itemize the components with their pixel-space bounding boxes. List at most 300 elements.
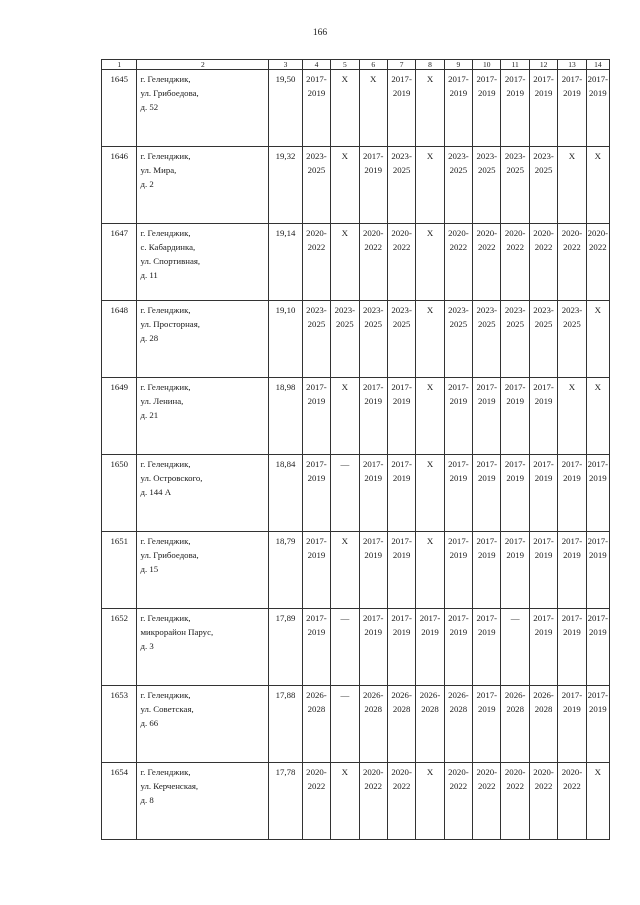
row-number: 1652 bbox=[102, 609, 137, 686]
address-line: г. Геленджик, bbox=[140, 767, 191, 777]
period-line: 2023- bbox=[391, 305, 412, 315]
period-line: 2020- bbox=[448, 228, 469, 238]
period-line: 2025 bbox=[534, 165, 553, 175]
period-cell bbox=[444, 686, 472, 763]
period-line: 2019 bbox=[589, 704, 607, 714]
period-line: 2023- bbox=[533, 305, 554, 315]
area-cell: 17,89 bbox=[269, 609, 302, 686]
period-line: 2017- bbox=[448, 382, 469, 392]
address-line: ул. Островского, bbox=[140, 473, 203, 483]
period-line: 2017- bbox=[476, 459, 498, 469]
period-cell bbox=[558, 378, 586, 455]
period-line: X bbox=[568, 382, 576, 392]
period-line: X bbox=[370, 74, 377, 84]
period-cell bbox=[558, 147, 586, 224]
period-line: 2020- bbox=[533, 767, 554, 777]
data-table bbox=[101, 59, 610, 840]
period-line: 2019 bbox=[563, 88, 581, 98]
area-cell: 19,32 bbox=[269, 147, 302, 224]
column-header: 3 bbox=[269, 60, 302, 70]
period-line: 2020- bbox=[587, 228, 609, 238]
period-cell bbox=[473, 378, 501, 455]
period-line: 2019 bbox=[534, 550, 553, 560]
period-line: 2023- bbox=[448, 305, 469, 315]
period-line: 2019 bbox=[449, 627, 468, 637]
period-line: 2017- bbox=[476, 690, 498, 700]
period-cell bbox=[302, 147, 330, 224]
period-cell bbox=[444, 532, 472, 609]
period-cell bbox=[387, 609, 415, 686]
row-number: 1647 bbox=[102, 224, 137, 301]
period-line: 2017- bbox=[504, 459, 526, 469]
address-cell bbox=[137, 763, 269, 840]
period-cell bbox=[473, 301, 501, 378]
period-cell bbox=[529, 532, 557, 609]
period-line: 2020- bbox=[561, 228, 583, 238]
row-number: 1653 bbox=[102, 686, 137, 763]
period-cell bbox=[387, 147, 415, 224]
address-line: д. 3 bbox=[140, 641, 154, 651]
period-line: 2017- bbox=[306, 613, 327, 623]
period-cell bbox=[387, 301, 415, 378]
period-line: 2017- bbox=[587, 613, 609, 623]
period-line: 2022 bbox=[506, 781, 524, 791]
address-line: ул. Советская, bbox=[140, 704, 194, 714]
period-cell bbox=[586, 147, 609, 224]
period-line: 2022 bbox=[307, 781, 326, 791]
address-cell bbox=[137, 70, 269, 147]
area-cell: 18,98 bbox=[269, 378, 302, 455]
period-line: 2026- bbox=[504, 690, 526, 700]
period-cell bbox=[387, 455, 415, 532]
period-line: 2025 bbox=[449, 319, 468, 329]
period-line: 2019 bbox=[506, 473, 524, 483]
period-line: X bbox=[426, 151, 434, 161]
period-line: — bbox=[510, 613, 520, 623]
period-cell bbox=[359, 147, 387, 224]
period-cell bbox=[359, 609, 387, 686]
period-line: 2019 bbox=[477, 550, 496, 560]
period-line: 2023- bbox=[334, 305, 356, 315]
period-line: X bbox=[426, 459, 434, 469]
period-line: 2028 bbox=[421, 704, 439, 714]
period-line: X bbox=[594, 767, 601, 777]
period-line: 2017- bbox=[476, 382, 498, 392]
address-cell bbox=[137, 378, 269, 455]
address-line: ул. Мира, bbox=[140, 165, 177, 175]
period-cell bbox=[473, 455, 501, 532]
period-line: 2026- bbox=[362, 690, 384, 700]
period-line: 2025 bbox=[449, 165, 468, 175]
period-line: 2019 bbox=[449, 550, 468, 560]
period-line: 2022 bbox=[364, 242, 383, 252]
column-header: 8 bbox=[416, 60, 444, 70]
period-line: 2025 bbox=[364, 319, 383, 329]
period-cell bbox=[359, 224, 387, 301]
period-cell bbox=[331, 763, 359, 840]
period-line: 2017- bbox=[448, 74, 469, 84]
address-line: г. Геленджик, bbox=[140, 305, 191, 315]
period-line: 2019 bbox=[477, 88, 496, 98]
period-line: 2025 bbox=[392, 165, 411, 175]
period-cell bbox=[302, 70, 330, 147]
column-header: 6 bbox=[359, 60, 387, 70]
period-line: 2019 bbox=[506, 550, 524, 560]
period-line: 2017- bbox=[306, 382, 327, 392]
period-line: 2019 bbox=[563, 550, 581, 560]
period-line: 2025 bbox=[534, 319, 553, 329]
period-line: 2025 bbox=[392, 319, 411, 329]
period-cell bbox=[586, 378, 609, 455]
period-cell bbox=[529, 378, 557, 455]
address-line: ул. Ленина, bbox=[140, 396, 184, 406]
period-line: 2017- bbox=[561, 690, 583, 700]
address-line: микрорайон Парус, bbox=[140, 627, 214, 637]
header-row bbox=[102, 60, 610, 70]
area-cell: 19,14 bbox=[269, 224, 302, 301]
period-cell bbox=[558, 763, 586, 840]
period-line: 2019 bbox=[534, 627, 553, 637]
period-line: 2020- bbox=[504, 228, 526, 238]
period-line: X bbox=[426, 536, 434, 546]
period-cell bbox=[501, 455, 529, 532]
period-line: 2023- bbox=[306, 151, 327, 161]
period-cell bbox=[529, 686, 557, 763]
period-line: 2017- bbox=[561, 459, 583, 469]
period-line: 2019 bbox=[307, 550, 326, 560]
period-line: 2023- bbox=[504, 305, 526, 315]
period-line: X bbox=[341, 74, 349, 84]
row-number: 1648 bbox=[102, 301, 137, 378]
period-line: 2028 bbox=[449, 704, 468, 714]
period-line: 2019 bbox=[392, 550, 411, 560]
period-line: 2019 bbox=[449, 396, 468, 406]
period-cell bbox=[444, 70, 472, 147]
period-line: 2020- bbox=[561, 767, 583, 777]
period-line: 2019 bbox=[589, 627, 607, 637]
period-line: 2019 bbox=[477, 704, 496, 714]
period-line: 2019 bbox=[534, 88, 553, 98]
address-cell bbox=[137, 532, 269, 609]
period-line: 2028 bbox=[534, 704, 553, 714]
area-cell: 18,84 bbox=[269, 455, 302, 532]
period-line: 2028 bbox=[392, 704, 411, 714]
period-cell bbox=[529, 70, 557, 147]
period-line: 2023- bbox=[306, 305, 327, 315]
period-line: 2019 bbox=[392, 88, 411, 98]
address-line: г. Геленджик, bbox=[140, 228, 191, 238]
period-cell bbox=[387, 686, 415, 763]
period-line: 2026- bbox=[306, 690, 327, 700]
period-line: X bbox=[426, 382, 434, 392]
period-line: X bbox=[341, 382, 349, 392]
period-cell bbox=[501, 686, 529, 763]
address-line: д. 8 bbox=[140, 795, 154, 805]
period-cell bbox=[331, 70, 359, 147]
period-cell bbox=[586, 609, 609, 686]
period-cell bbox=[558, 609, 586, 686]
period-cell bbox=[501, 224, 529, 301]
period-line: 2026- bbox=[419, 690, 441, 700]
period-line: 2017- bbox=[306, 459, 327, 469]
address-line: ул. Просторная, bbox=[140, 319, 200, 329]
period-cell bbox=[473, 532, 501, 609]
period-line: 2017- bbox=[362, 613, 384, 623]
period-line: X bbox=[594, 151, 601, 161]
period-line: 2020- bbox=[362, 767, 384, 777]
period-line: 2025 bbox=[506, 165, 524, 175]
period-line: 2019 bbox=[307, 473, 326, 483]
period-cell bbox=[331, 147, 359, 224]
address-cell bbox=[137, 455, 269, 532]
period-line: 2017- bbox=[504, 382, 526, 392]
period-line: 2017- bbox=[448, 459, 469, 469]
period-cell bbox=[416, 301, 444, 378]
address-line: д. 21 bbox=[140, 410, 159, 420]
period-cell bbox=[387, 224, 415, 301]
period-cell bbox=[586, 301, 609, 378]
period-line: 2020- bbox=[306, 228, 327, 238]
period-cell bbox=[331, 686, 359, 763]
period-cell bbox=[586, 686, 609, 763]
period-cell bbox=[444, 147, 472, 224]
period-line: 2019 bbox=[449, 473, 468, 483]
period-line: 2020- bbox=[448, 767, 469, 777]
period-line: X bbox=[426, 767, 434, 777]
period-cell bbox=[473, 224, 501, 301]
period-line: 2017- bbox=[448, 536, 469, 546]
table-row bbox=[102, 686, 610, 763]
period-cell bbox=[302, 609, 330, 686]
period-cell bbox=[501, 301, 529, 378]
period-line: 2017- bbox=[533, 382, 554, 392]
period-line: 2019 bbox=[589, 88, 607, 98]
period-cell bbox=[331, 301, 359, 378]
address-line: г. Геленджик, bbox=[140, 536, 191, 546]
period-line: 2017- bbox=[362, 151, 384, 161]
period-cell bbox=[416, 224, 444, 301]
period-line: 2023- bbox=[362, 305, 384, 315]
period-cell bbox=[359, 378, 387, 455]
address-line: ул. Грибоедова, bbox=[140, 88, 199, 98]
period-cell bbox=[416, 763, 444, 840]
period-cell bbox=[331, 378, 359, 455]
period-cell bbox=[501, 532, 529, 609]
period-cell bbox=[302, 532, 330, 609]
period-line: X bbox=[568, 151, 576, 161]
period-cell bbox=[473, 70, 501, 147]
column-header: 2 bbox=[137, 60, 269, 70]
period-line: 2028 bbox=[307, 704, 326, 714]
address-line: д. 66 bbox=[140, 718, 159, 728]
address-line: г. Геленджик, bbox=[140, 151, 191, 161]
period-line: 2017- bbox=[306, 536, 327, 546]
address-line: с. Кабардинка, bbox=[140, 242, 196, 252]
period-cell bbox=[473, 147, 501, 224]
period-cell bbox=[501, 763, 529, 840]
period-line: 2025 bbox=[506, 319, 524, 329]
row-number: 1649 bbox=[102, 378, 137, 455]
period-cell bbox=[302, 763, 330, 840]
period-cell bbox=[387, 378, 415, 455]
period-cell bbox=[387, 532, 415, 609]
area-cell: 17,78 bbox=[269, 763, 302, 840]
period-line: 2017- bbox=[391, 74, 412, 84]
period-line: 2017- bbox=[533, 613, 554, 623]
row-number: 1645 bbox=[102, 70, 137, 147]
period-line: X bbox=[341, 228, 349, 238]
period-cell bbox=[359, 301, 387, 378]
column-header: 11 bbox=[501, 60, 529, 70]
address-line: д. 28 bbox=[140, 333, 159, 343]
period-line: 2017- bbox=[476, 536, 498, 546]
period-cell bbox=[302, 224, 330, 301]
period-cell bbox=[302, 301, 330, 378]
table-row bbox=[102, 455, 610, 532]
period-line: 2020- bbox=[391, 228, 412, 238]
period-line: 2019 bbox=[364, 473, 383, 483]
period-cell bbox=[444, 455, 472, 532]
period-cell bbox=[473, 686, 501, 763]
period-line: 2019 bbox=[421, 627, 439, 637]
period-line: 2017- bbox=[504, 74, 526, 84]
period-line: 2017- bbox=[587, 690, 609, 700]
period-line: 2017- bbox=[391, 459, 412, 469]
period-line: 2017- bbox=[306, 74, 327, 84]
period-line: 2022 bbox=[477, 242, 496, 252]
period-cell bbox=[501, 70, 529, 147]
period-line: 2020- bbox=[391, 767, 412, 777]
period-cell bbox=[387, 763, 415, 840]
column-header: 7 bbox=[387, 60, 415, 70]
period-line: 2019 bbox=[477, 473, 496, 483]
address-line: д. 15 bbox=[140, 564, 159, 574]
period-line: 2019 bbox=[392, 396, 411, 406]
period-cell bbox=[387, 70, 415, 147]
period-line: 2019 bbox=[307, 88, 326, 98]
period-cell bbox=[416, 609, 444, 686]
period-cell bbox=[529, 224, 557, 301]
period-line: X bbox=[341, 151, 349, 161]
table-row bbox=[102, 224, 610, 301]
period-cell bbox=[529, 609, 557, 686]
period-line: 2019 bbox=[364, 550, 383, 560]
period-line: 2022 bbox=[563, 781, 581, 791]
period-cell bbox=[558, 224, 586, 301]
address-line: г. Геленджик, bbox=[140, 459, 191, 469]
period-cell bbox=[558, 686, 586, 763]
period-cell bbox=[331, 532, 359, 609]
period-cell bbox=[501, 147, 529, 224]
period-line: 2019 bbox=[563, 473, 581, 483]
period-line: — bbox=[340, 459, 350, 469]
period-line: 2022 bbox=[307, 242, 326, 252]
period-line: 2019 bbox=[589, 550, 607, 560]
period-line: — bbox=[340, 690, 350, 700]
period-line: 2025 bbox=[563, 319, 581, 329]
period-line: 2023- bbox=[476, 151, 498, 161]
period-line: 2020- bbox=[306, 767, 327, 777]
period-cell bbox=[302, 686, 330, 763]
period-line: 2017- bbox=[362, 459, 384, 469]
period-cell bbox=[416, 686, 444, 763]
period-line: 2023- bbox=[448, 151, 469, 161]
table-row bbox=[102, 763, 610, 840]
period-line: 2022 bbox=[392, 242, 411, 252]
address-line: г. Геленджик, bbox=[140, 613, 191, 623]
period-line: 2022 bbox=[534, 242, 553, 252]
period-line: X bbox=[426, 305, 434, 315]
period-cell bbox=[359, 763, 387, 840]
column-header: 5 bbox=[331, 60, 359, 70]
period-line: 2026- bbox=[448, 690, 469, 700]
period-line: 2019 bbox=[392, 627, 411, 637]
period-line: 2025 bbox=[307, 165, 326, 175]
period-cell bbox=[558, 301, 586, 378]
period-cell bbox=[302, 378, 330, 455]
period-line: 2023- bbox=[561, 305, 583, 315]
table-row bbox=[102, 378, 610, 455]
table-row bbox=[102, 147, 610, 224]
period-line: 2022 bbox=[392, 781, 411, 791]
period-line: 2017- bbox=[533, 459, 554, 469]
period-cell bbox=[444, 301, 472, 378]
column-header: 1 bbox=[102, 60, 137, 70]
period-line: 2022 bbox=[449, 242, 468, 252]
period-line: 2017- bbox=[419, 613, 441, 623]
period-line: X bbox=[426, 228, 434, 238]
period-line: 2019 bbox=[364, 627, 383, 637]
period-line: 2022 bbox=[563, 242, 581, 252]
period-line: 2019 bbox=[506, 88, 524, 98]
period-line: 2017- bbox=[561, 613, 583, 623]
period-cell bbox=[416, 147, 444, 224]
period-line: 2025 bbox=[477, 165, 496, 175]
period-cell bbox=[302, 455, 330, 532]
period-line: 2023- bbox=[391, 151, 412, 161]
period-line: X bbox=[341, 767, 349, 777]
period-line: 2020- bbox=[476, 767, 498, 777]
period-cell bbox=[444, 224, 472, 301]
period-line: 2017- bbox=[391, 536, 412, 546]
address-line: д. 52 bbox=[140, 102, 159, 112]
period-line: 2025 bbox=[336, 319, 354, 329]
area-cell: 17,88 bbox=[269, 686, 302, 763]
period-line: X bbox=[594, 382, 601, 392]
row-number: 1646 bbox=[102, 147, 137, 224]
period-cell bbox=[359, 455, 387, 532]
period-cell bbox=[501, 378, 529, 455]
table-row bbox=[102, 532, 610, 609]
period-cell bbox=[558, 70, 586, 147]
period-line: 2026- bbox=[391, 690, 412, 700]
period-line: 2019 bbox=[449, 88, 468, 98]
period-line: 2017- bbox=[391, 382, 412, 392]
period-line: 2017- bbox=[587, 74, 609, 84]
period-cell bbox=[529, 147, 557, 224]
row-number: 1654 bbox=[102, 763, 137, 840]
period-cell bbox=[331, 455, 359, 532]
table-body bbox=[102, 70, 610, 840]
area-cell: 19,10 bbox=[269, 301, 302, 378]
period-line: 2022 bbox=[534, 781, 553, 791]
address-cell bbox=[137, 147, 269, 224]
period-cell bbox=[444, 378, 472, 455]
period-line: 2022 bbox=[364, 781, 383, 791]
period-line: 2022 bbox=[589, 242, 607, 252]
page-number: 166 bbox=[312, 28, 328, 38]
period-cell bbox=[529, 301, 557, 378]
